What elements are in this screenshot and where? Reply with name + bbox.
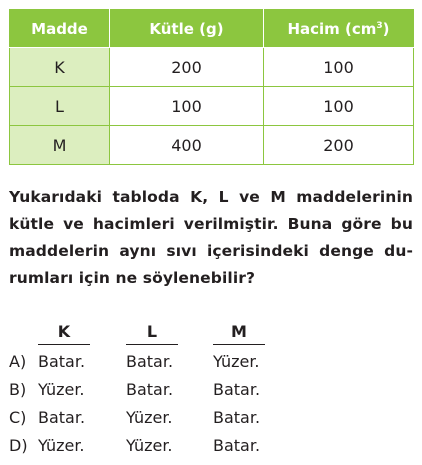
column-header-m: M	[213, 320, 265, 345]
data-table	[9, 9, 414, 165]
question-text: Yukarıdaki tabloda K, L ve M maddelerinin kütle ve hacimleri verilmiştir. Buna göre bu maddelerin aynı sıvı içerisindeki denge du-rumları için ne söylenebilir?	[9, 188, 413, 287]
choice-option-c[interactable]	[9, 404, 309, 432]
cell-madde: K	[10, 48, 110, 87]
cell-kutle: 400	[110, 126, 264, 165]
table-row	[10, 48, 414, 87]
header-madde: Madde	[10, 10, 110, 48]
option-m-value: Yüzer.	[213, 352, 260, 371]
option-letter: B)	[9, 380, 27, 399]
option-k-value: Batar.	[38, 408, 86, 427]
table-row	[10, 126, 414, 165]
cell-hacim: 100	[264, 48, 414, 87]
cell-kutle: 100	[110, 87, 264, 126]
answer-choices	[9, 320, 309, 460]
choice-column-headers	[9, 320, 309, 348]
option-l-value: Batar.	[126, 352, 174, 371]
header-kutle: Kütle (g)	[110, 10, 264, 48]
cell-madde: L	[10, 87, 110, 126]
option-letter: A)	[9, 352, 27, 371]
option-m-value: Batar.	[213, 436, 261, 455]
option-k-value: Yüzer.	[38, 380, 85, 399]
table-header-row	[10, 10, 414, 48]
cell-hacim: 200	[264, 126, 414, 165]
column-header-k: K	[38, 320, 90, 345]
cell-kutle: 200	[110, 48, 264, 87]
header-hacim: Hacim $(cm^3)$	[264, 10, 414, 48]
choice-option-a[interactable]	[9, 348, 309, 376]
option-l-value: Yüzer.	[126, 436, 173, 455]
option-m-value: Batar.	[213, 380, 261, 399]
choice-option-b[interactable]	[9, 376, 309, 404]
table-row	[10, 87, 414, 126]
option-letter: C)	[9, 408, 27, 427]
choice-option-d[interactable]	[9, 432, 309, 460]
cell-madde: M	[10, 126, 110, 165]
cell-hacim: 100	[264, 87, 414, 126]
option-l-value: Batar.	[126, 380, 174, 399]
column-header-l: L	[126, 320, 178, 345]
option-l-value: Yüzer.	[126, 408, 173, 427]
option-m-value: Batar.	[213, 408, 261, 427]
option-k-value: Yüzer.	[38, 436, 85, 455]
option-k-value: Batar.	[38, 352, 86, 371]
option-letter: D)	[9, 436, 28, 455]
